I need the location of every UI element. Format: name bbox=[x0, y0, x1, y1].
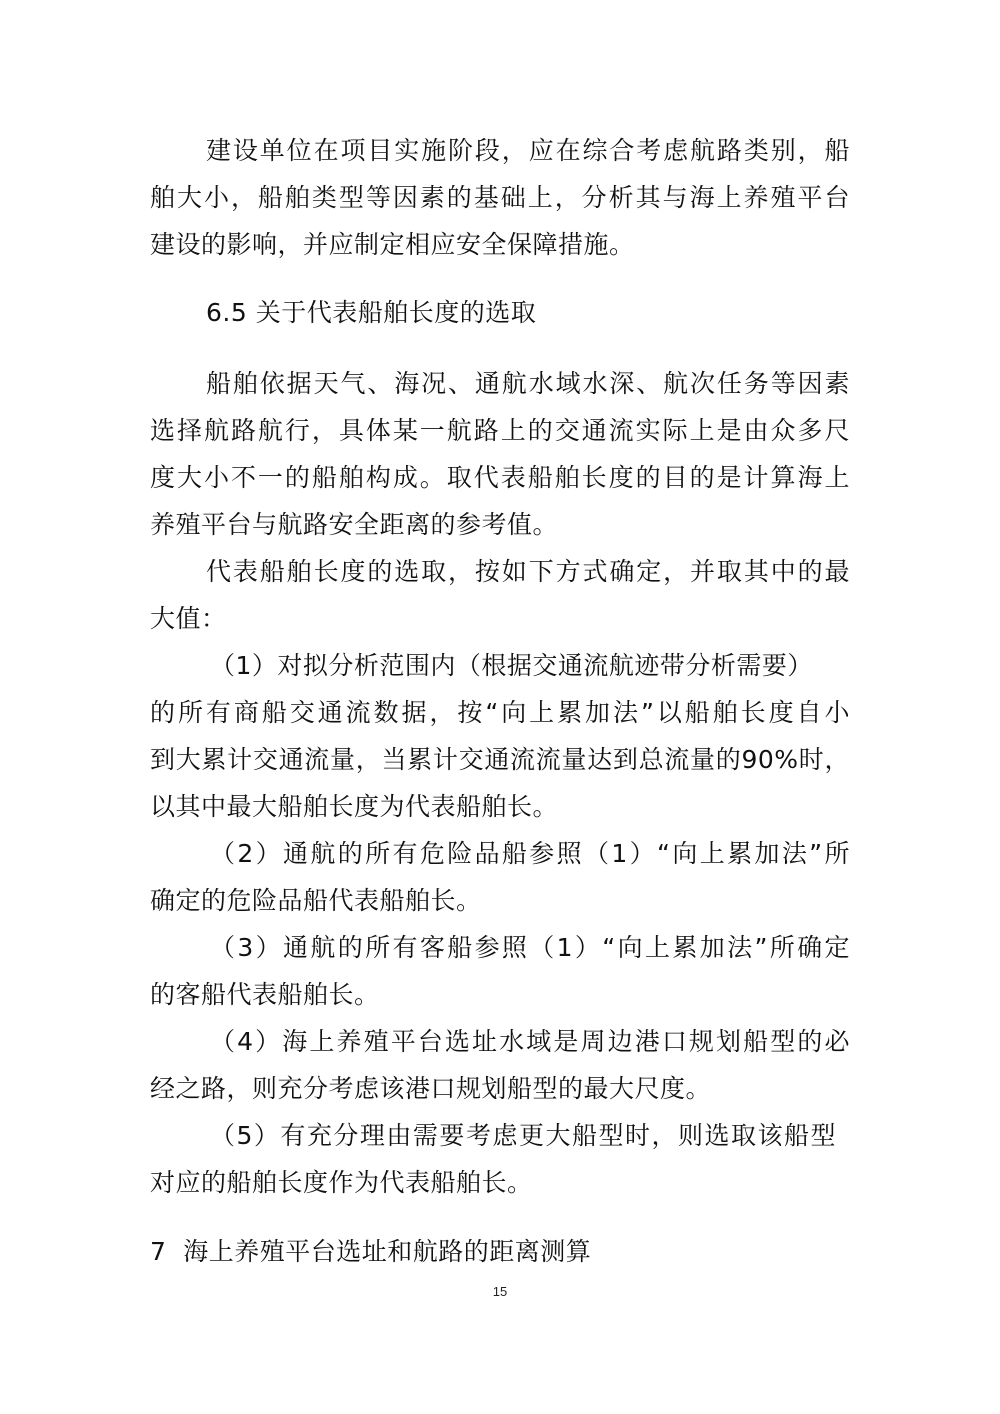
paragraph-line: 建设单位在项目实施阶段，应在综合考虑航路类别，船 bbox=[206, 136, 850, 165]
list-item-1-line: （1）对拟分析范围内（根据交通流航迹带分析需要） bbox=[210, 651, 813, 680]
list-item-4-line: （4）海上养殖平台选址水域是周边港口规划船型的必 bbox=[210, 1027, 850, 1056]
list-item-1-line: 的所有商船交通流数据，按“向上累加法”以船舶长度自小 bbox=[150, 698, 850, 727]
list-item-3-line: （3）通航的所有客船参照（1）“向上累加法”所确定 bbox=[210, 933, 850, 962]
paragraph-line: 大值： bbox=[150, 604, 227, 633]
paragraph-line: 选择航路航行，具体某一航路上的交通流实际上是由众多尺 bbox=[150, 416, 850, 445]
paragraph-line: 舶大小，船舶类型等因素的基础上，分析其与海上养殖平台 bbox=[150, 183, 850, 212]
list-item-5-line: 对应的船舶长度作为代表船舶长。 bbox=[150, 1168, 533, 1197]
page-number: 15 bbox=[492, 1284, 508, 1299]
list-item-1-line: 到大累计交通流量，当累计交通流流量达到总流量的90%时， bbox=[150, 745, 850, 774]
list-item-5-line: （5）有充分理由需要考虑更大船型时，则选取该船型 bbox=[210, 1121, 836, 1150]
list-item-1-line: 以其中最大船舶长度为代表船舶长。 bbox=[150, 792, 559, 821]
list-item-3-line: 的客船代表船舶长。 bbox=[150, 980, 380, 1009]
paragraph-line: 代表船舶长度的选取，按如下方式确定，并取其中的最 bbox=[206, 557, 850, 586]
paragraph-line: 度大小不一的船舶构成。取代表船舶长度的目的是计算海上 bbox=[150, 463, 850, 492]
paragraph-line: 建设的影响，并应制定相应安全保障措施。 bbox=[150, 230, 635, 259]
list-item-4-line: 经之路，则充分考虑该港口规划船型的最大尺度。 bbox=[150, 1074, 712, 1103]
section-heading-7: 7 海上养殖平台选址和航路的距离测算 bbox=[150, 1237, 592, 1266]
list-item-2-line: （2）通航的所有危险品船参照（1）“向上累加法”所 bbox=[210, 839, 850, 868]
paragraph-line: 养殖平台与航路安全距离的参考值。 bbox=[150, 510, 559, 539]
section-heading-6-5: 6.5 关于代表船舶长度的选取 bbox=[206, 298, 537, 327]
list-item-2-line: 确定的危险品船代表船舶长。 bbox=[150, 886, 482, 915]
paragraph-line: 船舶依据天气、海况、通航水域水深、航次任务等因素 bbox=[206, 369, 850, 398]
